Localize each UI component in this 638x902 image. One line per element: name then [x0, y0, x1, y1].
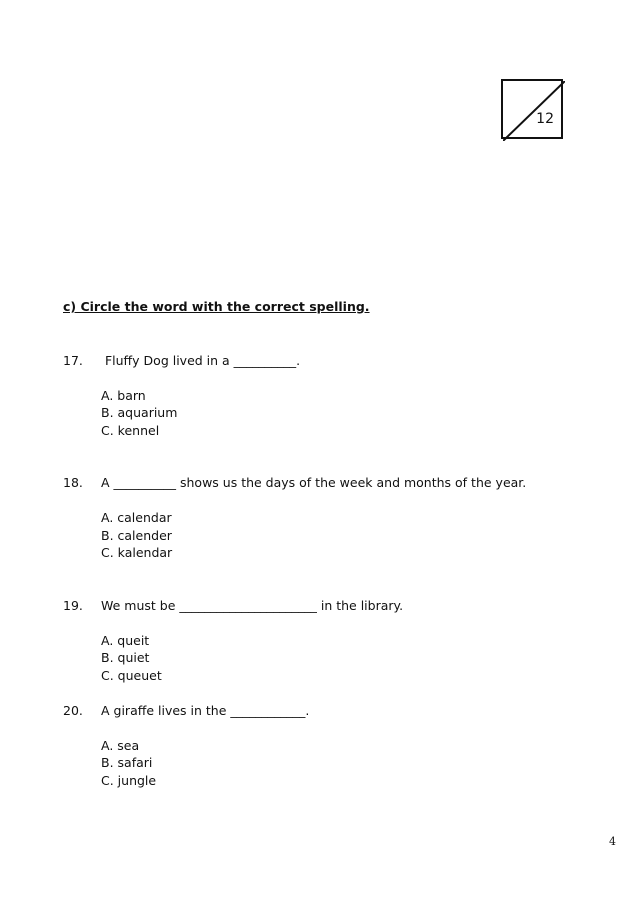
- option-17-c[interactable]: C. kennel: [101, 423, 160, 438]
- question-number: 20.: [63, 703, 83, 718]
- question-text: We must be ______________________ in the library.: [101, 598, 404, 613]
- option-17-b[interactable]: B. aquarium: [101, 405, 178, 420]
- question-number: 18.: [63, 475, 83, 490]
- question-text: Fluffy Dog lived in a __________.: [101, 353, 301, 368]
- option-18-c[interactable]: C. kalendar: [101, 545, 173, 560]
- score-box-diagonal: [503, 81, 565, 141]
- option-18-b[interactable]: B. calender: [101, 528, 172, 543]
- option-18-a[interactable]: A. calendar: [101, 510, 172, 525]
- question-number: 17.: [63, 353, 83, 368]
- option-20-a[interactable]: A. sea: [101, 738, 140, 753]
- option-20-b[interactable]: B. safari: [101, 755, 153, 770]
- question-19: [63, 598, 403, 613]
- page-number: 4: [609, 835, 616, 848]
- option-17-a[interactable]: A. barn: [101, 388, 146, 403]
- question-17: [63, 353, 300, 368]
- option-19-c[interactable]: C. queuet: [101, 668, 162, 683]
- option-20-c[interactable]: C. jungle: [101, 773, 157, 788]
- option-19-a[interactable]: A. queit: [101, 633, 150, 648]
- question-text: A giraffe lives in the ____________.: [101, 703, 310, 718]
- option-19-b[interactable]: B. quiet: [101, 650, 150, 665]
- question-20: [63, 703, 309, 718]
- question-18: [63, 475, 526, 490]
- question-number: 19.: [63, 598, 83, 613]
- score-total: 12: [536, 111, 554, 127]
- question-text: A __________ shows us the days of the week and months of the year.: [101, 475, 527, 490]
- section-title: c) Circle the word with the correct spelling.: [63, 299, 370, 314]
- score-box: [501, 79, 563, 139]
